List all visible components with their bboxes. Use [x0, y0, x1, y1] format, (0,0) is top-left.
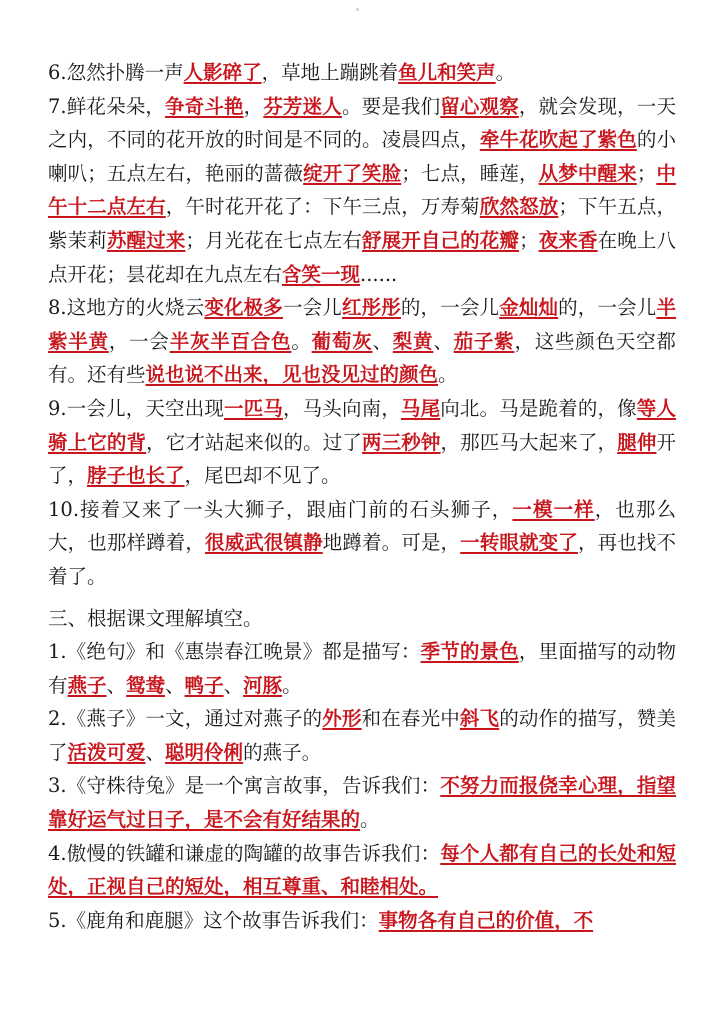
- document-content: [48, 56, 676, 937]
- answer-text: 等人骑上它的背: [48, 396, 676, 454]
- body-text: ；七点，睡莲，: [401, 161, 539, 185]
- answer-text: 从梦中醒来: [538, 161, 637, 185]
- question-paragraph: [48, 56, 676, 90]
- answer-text: 苏醒过来: [106, 228, 186, 252]
- body-text: 。: [291, 329, 312, 353]
- body-text: 、: [223, 673, 244, 697]
- answer-text: 事物各有自己的价值，不: [378, 908, 594, 932]
- body-text: ......: [360, 262, 398, 286]
- answer-text: 含笑一现: [282, 262, 361, 286]
- body-text: 6.忽然扑腾一声: [48, 61, 184, 84]
- body-text: ；月光花在七点左右: [185, 228, 363, 252]
- body-text: 4.傲慢的铁罐和谦虚的陶罐的故事告诉我们：: [48, 841, 441, 865]
- body-text: ，一会: [108, 329, 170, 353]
- answer-text: 一匹马: [224, 396, 283, 420]
- body-text: 。: [360, 808, 380, 832]
- answer-text: 鸳鸯: [126, 673, 166, 697]
- question-paragraph: [48, 769, 676, 836]
- answer-text: 两三秒钟: [362, 430, 441, 454]
- answer-text: 鸭子: [184, 673, 224, 697]
- answer-text: 芬芳迷人: [263, 94, 342, 118]
- body-text: 的燕子。: [243, 740, 322, 764]
- answer-text: 夜来香: [538, 228, 598, 252]
- answer-text: 争奇斗艳: [165, 94, 244, 118]
- body-text: 、: [145, 740, 166, 764]
- body-text: ；: [636, 161, 657, 185]
- question-paragraph: [48, 90, 676, 292]
- answer-text: 每个人都有自己的长处和短处，正视自己的短处，相互尊重、和睦相处。: [48, 841, 676, 899]
- answer-text: 欣然怒放: [479, 195, 559, 219]
- answer-text: 聪明伶俐: [165, 740, 244, 764]
- answer-text: 变化极多: [204, 296, 283, 320]
- answer-text: 中午十二点左右: [48, 161, 676, 219]
- body-text: 3.《守株待兔》是一个寓言故事，告诉我们：: [48, 774, 441, 798]
- answer-text: 金灿灿: [499, 296, 559, 320]
- body-text: 1.《绝句》和《惠崇春江晚景》都是描写：: [48, 640, 421, 664]
- answer-text: 季节的景色: [420, 640, 519, 664]
- answer-text: 人影碎了: [183, 61, 262, 84]
- body-text: ，: [243, 94, 264, 118]
- body-text: 。: [438, 363, 458, 387]
- body-text: 开了，: [48, 430, 676, 488]
- body-text: 的动作的描写，赞美了: [48, 707, 676, 764]
- body-text: ，午时花开花了：下午三点，万寿菊: [165, 195, 480, 219]
- question-paragraph: [48, 635, 676, 702]
- body-text: 在晚上八点开花；昙花却在九点左右: [48, 228, 676, 286]
- body-text: ，它才站起来似的。过了: [146, 430, 363, 454]
- body-text: ，尾巴却不见了。: [184, 464, 341, 488]
- answer-text: 马尾: [400, 396, 441, 420]
- question-paragraph: [48, 291, 676, 392]
- answer-text: 一模一样: [512, 497, 595, 521]
- top-dot: [356, 8, 359, 11]
- answer-text: 外形: [322, 707, 362, 731]
- answer-text: 河豚: [243, 673, 283, 697]
- answer-text: 不努力而报侥幸心理，指望靠好运气过日子，是不会有好结果的: [48, 774, 676, 832]
- body-text: 5.《鹿角和鹿腿》这个故事告诉我们：: [48, 908, 379, 932]
- body-text: 、: [106, 673, 127, 697]
- answer-text: 留心观察: [440, 94, 519, 118]
- answer-text: 半紫半黄: [48, 296, 676, 353]
- answer-text: 脖子也长了: [87, 464, 185, 488]
- body-text: 。要是我们: [341, 94, 441, 118]
- body-text: 10.接着又来了一头大狮子，跟庙门前的石头狮子，: [48, 497, 513, 521]
- answer-text: 鱼儿和笑声: [398, 61, 496, 84]
- question-paragraph: [48, 904, 676, 938]
- answer-text: 很威武很镇静: [205, 531, 323, 555]
- body-text: ，马头向南，: [282, 396, 401, 420]
- answer-text: 腿伸: [617, 430, 657, 454]
- section-heading: [48, 602, 676, 636]
- answer-text: 舒展开自己的花瓣: [362, 228, 520, 252]
- body-text: 8.这地方的火烧云: [48, 296, 205, 320]
- body-text: 三、根据课文理解填空。: [48, 606, 263, 630]
- answer-text: 梨黄: [392, 329, 434, 353]
- body-text: ，里面描写的动物有: [48, 640, 676, 697]
- body-text: ，就会发现，一天之内，不同的花开放的时间是不同的。凌晨四点，: [48, 94, 676, 152]
- answer-text: 绽开了笑脸: [303, 161, 402, 185]
- answer-text: 红彤彤: [341, 296, 401, 320]
- body-text: ，这些颜色天空都有。还有些: [48, 329, 676, 387]
- answer-text: 说也说不出来，见也没见过的颜色: [145, 363, 439, 387]
- body-text: ；下午五点，紫茉莉: [48, 195, 676, 252]
- body-text: 一会儿: [282, 296, 342, 320]
- body-text: 7.鲜花朵朵，: [48, 94, 166, 118]
- body-text: 。: [282, 673, 302, 697]
- body-text: 的，一会儿: [400, 296, 500, 320]
- question-paragraph: [48, 392, 676, 493]
- answer-text: 牵牛花吹起了紫色: [479, 128, 637, 152]
- body-text: 、: [433, 329, 454, 353]
- body-text: 、: [165, 673, 185, 697]
- answer-text: 一转眼就变了: [460, 531, 578, 555]
- body-text: 向北。马是跪着的，像: [440, 396, 637, 420]
- body-text: 的小喇叭；五点左右，艳丽的蔷薇: [48, 128, 676, 185]
- question-paragraph: [48, 837, 676, 904]
- answer-text: 茄子紫: [453, 329, 515, 353]
- body-text: 、: [372, 329, 393, 353]
- body-text: 。: [495, 61, 516, 84]
- body-text: 9.一会儿，天空出现: [48, 396, 225, 420]
- body-text: ，草地上蹦跳着: [261, 61, 399, 84]
- body-text: ，也那么大，也那样蹲着，: [48, 497, 676, 555]
- body-text: 2.《燕子》一文，通过对燕子的: [48, 707, 323, 731]
- answer-text: 斜飞: [459, 707, 500, 731]
- body-text: ，再也找不着了。: [48, 531, 676, 588]
- answer-text: 活泼可爱: [67, 740, 146, 764]
- body-text: 和在春光中: [361, 707, 460, 731]
- question-paragraph: [48, 702, 676, 769]
- body-text: 地蹲着。可是，: [322, 531, 461, 555]
- body-text: ；: [519, 228, 539, 252]
- answer-text: 葡萄灰: [311, 329, 373, 353]
- question-paragraph: [48, 493, 676, 594]
- body-text: 的，一会儿: [558, 296, 657, 320]
- body-text: ，那匹马大起来了，: [440, 430, 618, 454]
- answer-text: 燕子: [67, 673, 107, 697]
- answer-text: 半灰半百合色: [169, 329, 292, 353]
